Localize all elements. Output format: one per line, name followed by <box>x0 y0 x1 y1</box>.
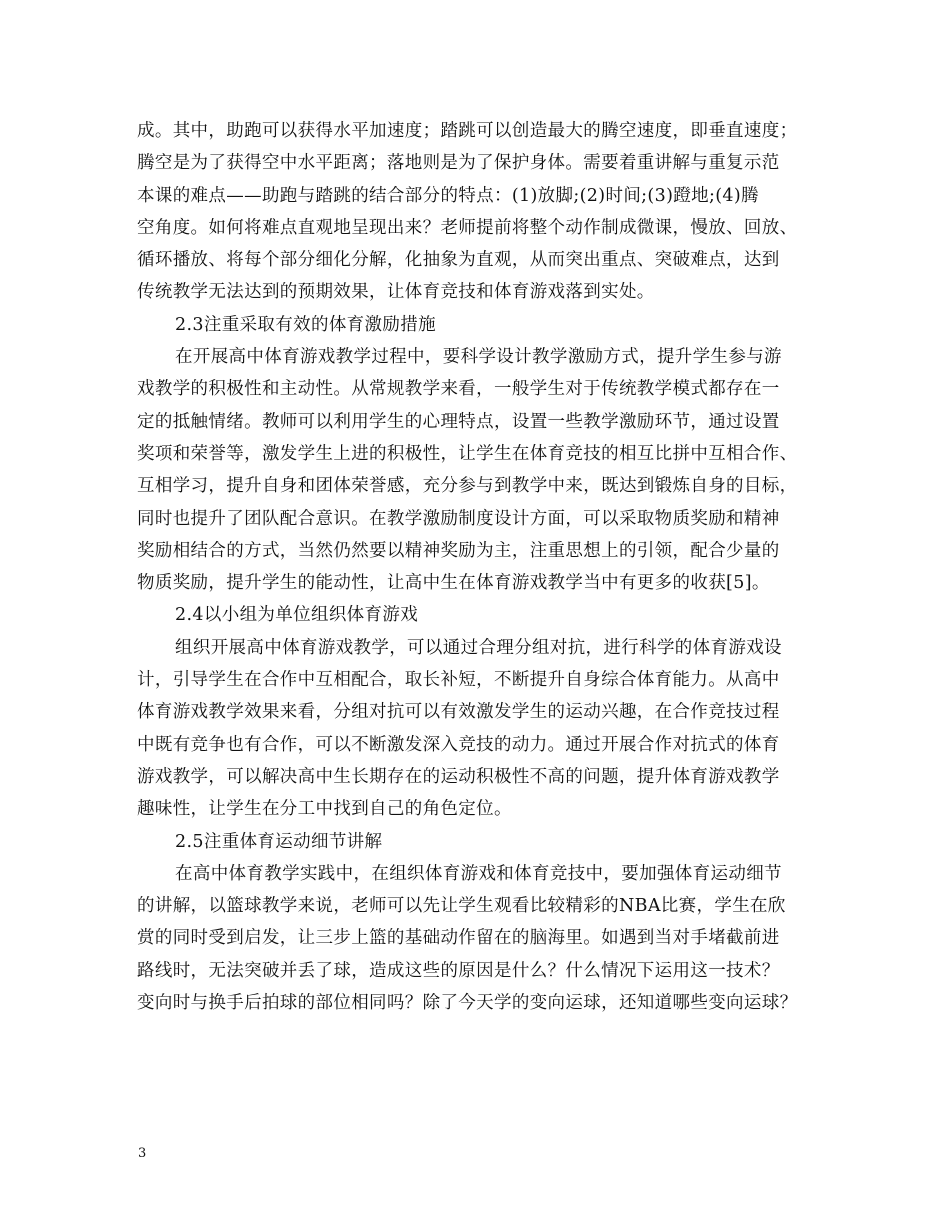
body-line-10: 定的抵触情绪。教师可以利用学生的心理特点，设置一些教学激励环节，通过设置 <box>137 411 780 432</box>
body-line-26: 赏的同时受到启发，让三步上篮的基础动作留在的脑海里。如遇到当对手堵截前进 <box>137 928 780 949</box>
body-line-24: 在高中体育教学实践中，在组织体育游戏和体育竞技中，要加强体育运动细节 <box>175 863 782 884</box>
body-line-22: 趣味性，让学生在分工中找到自己的角色定位。 <box>137 799 512 820</box>
body-line-19: 体育游戏教学效果来看，分组对抗可以有效激发学生的运动兴趣，在合作竞技过程 <box>137 702 780 723</box>
section-heading-2-5: 2.5注重体育运动细节讲解 <box>175 831 383 852</box>
body-line-14: 奖励相结合的方式，当然仍然要以精神奖励为主，注重思想上的引领，配合少量的 <box>137 540 780 561</box>
body-line-21: 游戏教学，可以解决高中生长期存在的运动积极性不高的问题，提升体育游戏教学 <box>137 766 780 787</box>
page-number: 3 <box>138 1146 147 1161</box>
body-line-25: 的讲解，以篮球教学来说，老师可以先让学生观看比较精彩的NBA比赛，学生在欣 <box>137 896 786 917</box>
body-line-3: 本课的难点——助跑与踏跳的结合部分的特点：(1)放脚;(2)时间;(3)蹬地;(4)腾 <box>137 185 759 206</box>
body-line-18: 计，引导学生在合作中互相配合，取长补短，不断提升自身综合体育能力。从高中 <box>137 670 780 691</box>
body-line-13: 同时也提升了团队配合意识。在教学激励制度设计方面，可以采取物质奖励和精神 <box>137 508 780 529</box>
body-line-5: 循环播放、将每个部分细化分解，化抽象为直观，从而突出重点、突破难点，达到 <box>137 250 780 271</box>
body-line-4: 空角度。如何将难点直观地呈现出来？老师提前将整个动作制成微课，慢放、回放、 <box>137 217 798 238</box>
body-line-1: 成。其中，助跑可以获得水平加速度；踏跳可以创造最大的腾空速度，即垂直速度； <box>137 121 798 141</box>
section-heading-2-4: 2.4以小组为单位组织体育游戏 <box>175 605 419 626</box>
body-line-17: 组织开展高中体育游戏教学，可以通过合理分组对抗，进行科学的体育游戏设 <box>175 637 782 658</box>
body-line-9: 戏教学的积极性和主动性。从常规教学来看，一般学生对于传统教学模式都存在一 <box>137 379 780 400</box>
body-line-20: 中既有竞争也有合作，可以不断激发深入竞技的动力。通过开展合作对抗式的体育 <box>137 734 780 755</box>
body-line-8: 在开展高中体育游戏教学过程中，要科学设计教学激励方式，提升学生参与游 <box>175 347 782 368</box>
document-body <box>137 115 827 1019</box>
section-heading-2-3: 2.3注重采取有效的体育激励措施 <box>175 314 436 335</box>
body-line-11: 奖项和荣誉等，激发学生上进的积极性，让学生在体育竞技的相互比拼中互相合作、 <box>137 443 798 464</box>
body-line-12: 互相学习，提升自身和团体荣誉感，充分参与到教学中来，既达到锻炼自身的目标， <box>137 476 798 497</box>
body-line-28: 变向时与换手后拍球的部位相同吗？除了今天学的变向运球，还知道哪些变向运球？ <box>137 993 798 1014</box>
body-line-2: 腾空是为了获得空中水平距离；落地则是为了保护身体。需要着重讲解与重复示范 <box>137 153 780 174</box>
body-line-15: 物质奖励，提升学生的能动性，让高中生在体育游戏教学当中有更多的收获[5]。 <box>137 573 770 594</box>
body-line-27: 路线时，无法突破并丢了球，造成这些的原因是什么？什么情况下运用这一技术？ <box>137 960 780 981</box>
body-line-6: 传统教学无法达到的预期效果，让体育竞技和体育游戏落到实处。 <box>137 282 655 303</box>
